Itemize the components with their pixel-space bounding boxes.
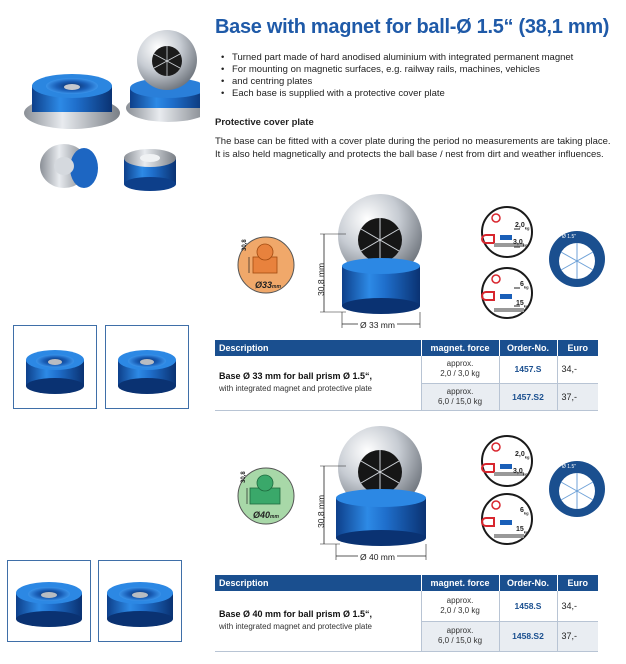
col-description: Description [215,340,421,356]
price-cell: 34,- [557,356,598,383]
ball-prism-icon [548,460,606,518]
magnet-force-high-icon [480,266,534,320]
product-detail: with integrated magnet and protective plate [219,622,372,632]
price-table-33 [215,340,598,411]
ball-prism-icon [548,230,606,288]
icon-33-diameter: Ø33mm [255,280,281,290]
feature-item: • Turned part made of hard anodised aluminium with integrated permanent magnet [220,52,620,64]
table-row [215,356,598,383]
price-cell: 37,- [557,621,598,651]
force-high-33: $2,0_{kg}$ [515,222,530,231]
icon-40-height: 30,8 [241,471,247,483]
price-cell: 37,- [557,383,598,410]
feature-item: • Each base is supplied with a protective cover plate [220,88,620,100]
product-thumbnail-33-b [105,325,189,409]
force-cell: approx. 6,0 / 15,0 kg [421,621,499,651]
force-low-40: $3,0_{kg}$ [513,468,528,477]
force-cell: approx. 2,0 / 3,0 kg [421,356,499,383]
product-name: Base Ø 33 mm for ball prism Ø 1.5“, [219,371,373,382]
col-order: Order-No. [499,340,557,356]
dim-height-33: 30,8 mm [316,262,326,296]
order-number: 1458.S2 [499,621,557,651]
dim-diameter-33: Ø 33 mm [360,320,395,330]
col-order: Order-No. [499,575,557,591]
ball-base-40-photo [312,420,442,562]
force-cell: approx. 6,0 / 15,0 kg [421,383,499,410]
icon-40-diameter: Ø40mm [253,510,279,520]
order-number: 1457.S [499,356,557,383]
feature-item: • For mounting on magnetic surfaces, e.g. railway rails, machines, vehicles [220,64,620,76]
price-cell: 34,- [557,591,598,621]
icon-33-height: 30,8 [242,239,248,251]
feature-item-continuation: • and centring plates [220,76,620,88]
force-low2-33: $15_{kg}$ [516,300,529,309]
cover-plate-heading: Protective cover plate [215,117,314,128]
ball-icon-label: Ø 1.5" [562,234,577,240]
force-low2-40: $15_{kg}$ [516,526,529,535]
product-description [215,591,421,651]
product-description [215,356,421,410]
force-low-33: $3,0_{kg}$ [513,239,528,248]
col-euro: Euro [557,340,598,356]
ball-icon-label: Ø 1.5" [562,464,577,470]
hero-product-photo [20,18,200,198]
product-thumbnail-40-a [7,560,91,642]
product-detail: with integrated magnet and protective plate [219,384,372,394]
cover-plate-text: The base can be fitted with a cover plate during the period no measurements are taking place. It is also held magnetically and protects the ball base / nest from dirt and weather influences. [215,136,611,160]
order-number: 1457.S2 [499,383,557,410]
col-description: Description [215,575,421,591]
col-euro: Euro [557,575,598,591]
dim-height-40: 30,8 mm [316,494,326,528]
col-force: magnet. force [421,575,499,591]
magnet-force-low-icon [480,205,534,259]
feature-list [220,52,620,100]
product-thumbnail-40-b [98,560,182,642]
product-name: Base Ø 40 mm for ball prism Ø 1.5“, [219,609,373,620]
ball-base-33-photo [312,188,442,330]
force-high-40: $2,0_{kg}$ [515,451,530,460]
magnet-force-low-icon [480,434,534,488]
order-number: 1458.S [499,591,557,621]
price-table-40 [215,575,598,652]
magnet-force-high-icon [480,492,534,546]
dim-diameter-40: Ø 40 mm [360,552,395,562]
force-high2-33: $6_{kg}$ [520,281,529,290]
force-high2-40: $6_{kg}$ [520,507,529,516]
page-title: Base with magnet for ball-Ø 1.5“ (38,1 mm) [215,16,610,38]
table-row [215,591,598,621]
col-force: magnet. force [421,340,499,356]
force-cell: approx. 2,0 / 3,0 kg [421,591,499,621]
product-thumbnail-33-a [13,325,97,409]
